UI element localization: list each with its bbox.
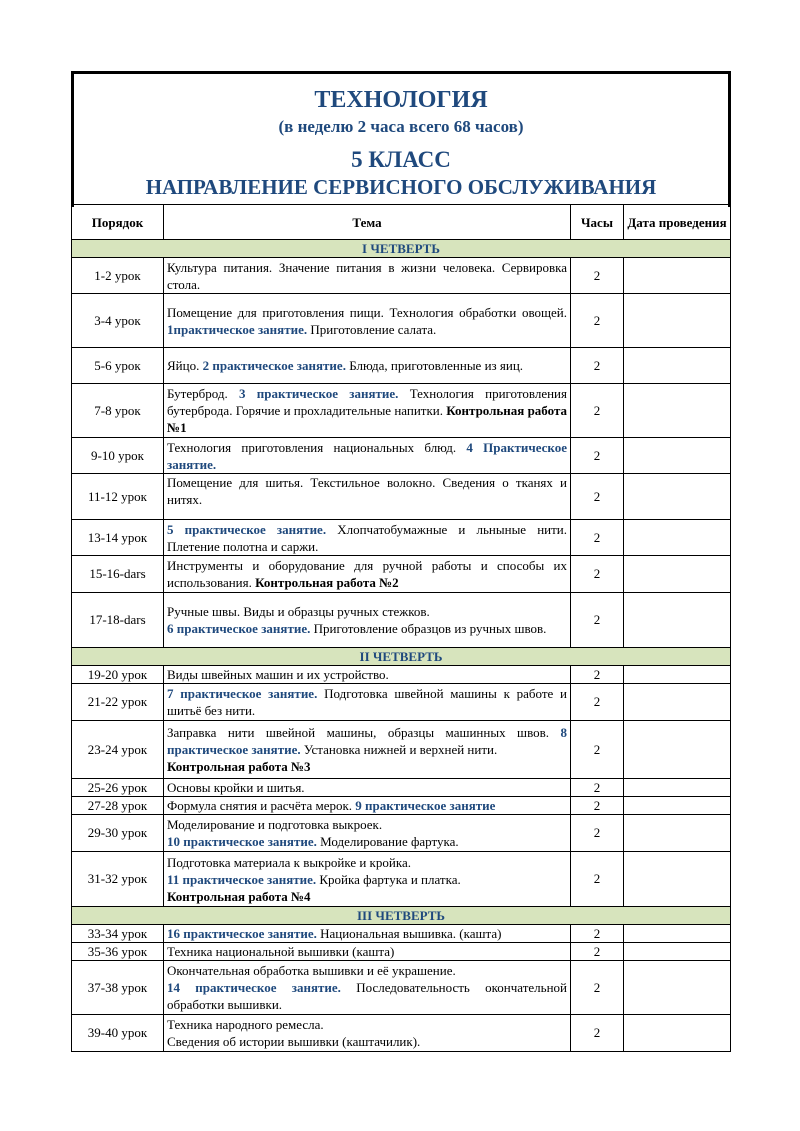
- row-topic: [164, 1015, 571, 1052]
- row-hours: 2: [571, 520, 624, 556]
- topic-text: Помещение для шитья. Текстильное волокно. Сведения о тканях и нитях.: [167, 475, 567, 507]
- row-hours: 2: [571, 666, 624, 684]
- row-hours: 2: [571, 721, 624, 779]
- row-topic: [164, 294, 571, 348]
- row-topic: [164, 961, 571, 1015]
- row-date: [624, 258, 731, 294]
- row-hours: 2: [571, 384, 624, 438]
- row-order: 1-2 урок: [72, 258, 164, 294]
- row-topic: [164, 438, 571, 474]
- quarter-label: II ЧЕТВЕРТЬ: [72, 648, 731, 666]
- row-hours: 2: [571, 925, 624, 943]
- topic-text: Установка нижней и верхней нити.: [300, 742, 498, 757]
- column-header-order: Порядок: [72, 205, 164, 240]
- row-topic: [164, 593, 571, 648]
- row-date: [624, 593, 731, 648]
- row-date: [624, 797, 731, 815]
- topic-text: Виды швейных машин и их устройство.: [167, 667, 389, 682]
- table-row: [72, 384, 731, 438]
- row-topic: [164, 556, 571, 593]
- table-row: [72, 1015, 731, 1052]
- row-topic: [164, 520, 571, 556]
- topic-text: Последовательность окончательной обработки вышивки.: [167, 980, 567, 1012]
- practice-label: 4 Практическое занятие.: [167, 439, 568, 472]
- topic-text: Основы кройки и шитья.: [167, 780, 305, 795]
- row-topic: [164, 815, 571, 852]
- quarter-row-3: [72, 907, 731, 925]
- topic-text: Подготовка швейной машины к работе и шитьё без нити.: [167, 686, 568, 718]
- control-work-label: Контрольная работа №1: [167, 403, 567, 435]
- practice-label: 3 практическое занятие.: [239, 386, 399, 401]
- topic-text: Блюда, приготовленные из яиц.: [345, 358, 524, 373]
- row-date: [624, 961, 731, 1015]
- topic-text: Кройка фартука и платка.: [316, 871, 461, 887]
- row-date: [624, 666, 731, 684]
- document-header: [71, 71, 731, 207]
- practice-label: 9 практическое занятие: [355, 798, 496, 813]
- control-work-label: Контрольная работа №4: [167, 888, 311, 904]
- row-hours: 2: [571, 961, 624, 1015]
- quarter-row-1: [72, 240, 731, 258]
- row-hours: 2: [571, 593, 624, 648]
- row-order: 39-40 урок: [72, 1015, 164, 1052]
- row-topic: [164, 474, 571, 520]
- row-date: [624, 474, 731, 520]
- row-hours: 2: [571, 294, 624, 348]
- row-topic: [164, 925, 571, 943]
- row-order: 21-22 урок: [72, 684, 164, 721]
- row-date: [624, 684, 731, 721]
- topic-text: Культура питания. Значение питания в жизни человека. Сервировка стола.: [167, 259, 567, 292]
- table-row: [72, 474, 731, 520]
- row-hours: 2: [571, 474, 624, 520]
- row-topic: [164, 943, 571, 961]
- row-topic: [164, 666, 571, 684]
- row-order: 7-8 урок: [72, 384, 164, 438]
- control-work-label: Контрольная работа №3: [167, 759, 311, 774]
- table-row: [72, 593, 731, 648]
- row-date: [624, 815, 731, 852]
- row-topic: [164, 852, 571, 907]
- row-order: 35-36 урок: [72, 943, 164, 961]
- practice-label: 2 практическое занятие.: [202, 358, 346, 373]
- column-header-date: Дата проведения: [624, 205, 731, 240]
- topic-text: Бутерброд.: [167, 386, 239, 401]
- topic-text: Сведения об истории вышивки (каштачилик).: [167, 1034, 421, 1049]
- page-title: ТЕХНОЛОГИЯ: [314, 87, 488, 113]
- row-date: [624, 852, 731, 907]
- row-hours: 2: [571, 1015, 624, 1052]
- topic-text: Моделирование фартука.: [316, 834, 459, 849]
- table-row: [72, 684, 731, 721]
- row-date: [624, 294, 731, 348]
- row-date: [624, 520, 731, 556]
- topic-text: Технология приготовления бутерброда. Горячие и прохладительные напитки.: [167, 386, 567, 418]
- topic-text: Технология приготовления национальных блюд.: [167, 439, 467, 455]
- table-row: [72, 294, 731, 348]
- practice-label: 10 практическое занятие.: [167, 834, 317, 849]
- topic-text: Моделирование и подготовка выкроек.: [167, 817, 383, 832]
- row-topic: [164, 721, 571, 779]
- topic-text: Приготовление салата.: [307, 321, 437, 337]
- practice-label: 7 практическое занятие.: [167, 686, 318, 701]
- row-order: 25-26 урок: [72, 779, 164, 797]
- topic-text: Формула снятия и расчёта мерок.: [167, 798, 356, 813]
- topic-text: Окончательная обработка вышивки и её украшение.: [167, 963, 456, 978]
- topic-text: Ручные швы. Виды и образцы ручных стежков.: [167, 604, 430, 619]
- row-date: [624, 348, 731, 384]
- row-order: 31-32 урок: [72, 852, 164, 907]
- row-hours: 2: [571, 258, 624, 294]
- row-order: 33-34 урок: [72, 925, 164, 943]
- topic-text: Хлопчатобумажные и льныные нити. Плетение полотна и саржи.: [167, 521, 567, 554]
- row-order: 9-10 урок: [72, 438, 164, 474]
- row-hours: 2: [571, 438, 624, 474]
- table-row: [72, 258, 731, 294]
- row-order: 5-6 урок: [72, 348, 164, 384]
- row-topic: [164, 384, 571, 438]
- topic-text: Приготовление образцов из ручных швов.: [310, 621, 547, 636]
- row-hours: 2: [571, 815, 624, 852]
- row-date: [624, 556, 731, 593]
- lesson-plan-table: [71, 204, 731, 1052]
- table-row: [72, 556, 731, 593]
- table-row: [72, 852, 731, 907]
- row-hours: 2: [571, 684, 624, 721]
- row-topic: [164, 797, 571, 815]
- column-header-hours: Часы: [571, 205, 624, 240]
- column-header-topic: Тема: [164, 205, 571, 240]
- row-topic: [164, 348, 571, 384]
- row-topic: [164, 258, 571, 294]
- row-date: [624, 925, 731, 943]
- table-row: [72, 438, 731, 474]
- row-order: 11-12 урок: [72, 474, 164, 520]
- row-order: 3-4 урок: [72, 294, 164, 348]
- topic-text: Заправка нити швейной машины, образцы машинных швов.: [167, 725, 561, 740]
- row-date: [624, 1015, 731, 1052]
- page-subtitle: (в неделю 2 часа всего 68 часов): [278, 117, 524, 136]
- class-heading: 5 КЛАСС: [351, 147, 451, 172]
- practice-label: 14 практическое занятие.: [167, 980, 341, 995]
- table-row: [72, 815, 731, 852]
- table-row: [72, 943, 731, 961]
- table-row: [72, 666, 731, 684]
- practice-label: 8 практическое занятие.: [167, 725, 567, 757]
- topic-text: Помещение для приготовления пищи. Технология обработки овощей.: [167, 304, 567, 320]
- table-row: [72, 797, 731, 815]
- row-date: [624, 721, 731, 779]
- row-order: 17-18-dars: [72, 593, 164, 648]
- row-date: [624, 438, 731, 474]
- quarter-label: III ЧЕТВЕРТЬ: [72, 907, 731, 925]
- quarter-label: I ЧЕТВЕРТЬ: [72, 240, 731, 258]
- practice-label: 5 практическое занятие.: [167, 521, 327, 537]
- table-row: [72, 961, 731, 1015]
- practice-label: 16 практическое занятие.: [167, 926, 317, 941]
- row-order: 19-20 урок: [72, 666, 164, 684]
- direction-heading: НАПРАВЛЕНИЕ СЕРВИСНОГО ОБСЛУЖИВАНИЯ: [145, 175, 657, 199]
- table-row: [72, 779, 731, 797]
- row-topic: [164, 779, 571, 797]
- practice-label: 11 практическое занятие.: [167, 871, 317, 887]
- table-row: [72, 348, 731, 384]
- row-hours: 2: [571, 943, 624, 961]
- control-work-label: Контрольная работа №2: [255, 575, 399, 590]
- topic-text: Инструменты и оборудование для ручной работы и способы их использования.: [167, 558, 567, 590]
- topic-text: Техника народного ремесла.: [167, 1017, 324, 1032]
- topic-text: Подготовка материала к выкройке и кройка.: [167, 854, 411, 870]
- row-topic: [164, 684, 571, 721]
- row-hours: 2: [571, 556, 624, 593]
- practice-label: 6 практическое занятие.: [167, 621, 311, 636]
- row-hours: 2: [571, 797, 624, 815]
- row-order: 37-38 урок: [72, 961, 164, 1015]
- row-hours: 2: [571, 852, 624, 907]
- topic-text: Техника национальной вышивки (кашта): [167, 944, 395, 959]
- practice-label: 1практическое занятие.: [167, 321, 308, 337]
- quarter-row-2: [72, 648, 731, 666]
- row-order: 13-14 урок: [72, 520, 164, 556]
- row-date: [624, 779, 731, 797]
- table-row: [72, 925, 731, 943]
- row-hours: 2: [571, 348, 624, 384]
- row-order: 29-30 урок: [72, 815, 164, 852]
- row-date: [624, 384, 731, 438]
- topic-text: Яйцо.: [167, 358, 203, 373]
- row-date: [624, 943, 731, 961]
- row-order: 15-16-dars: [72, 556, 164, 593]
- row-hours: 2: [571, 779, 624, 797]
- row-order: 27-28 урок: [72, 797, 164, 815]
- row-order: 23-24 урок: [72, 721, 164, 779]
- table-header-row: [72, 205, 731, 240]
- table-row: [72, 721, 731, 779]
- topic-text: Национальная вышивка. (кашта): [316, 926, 502, 941]
- table-row: [72, 520, 731, 556]
